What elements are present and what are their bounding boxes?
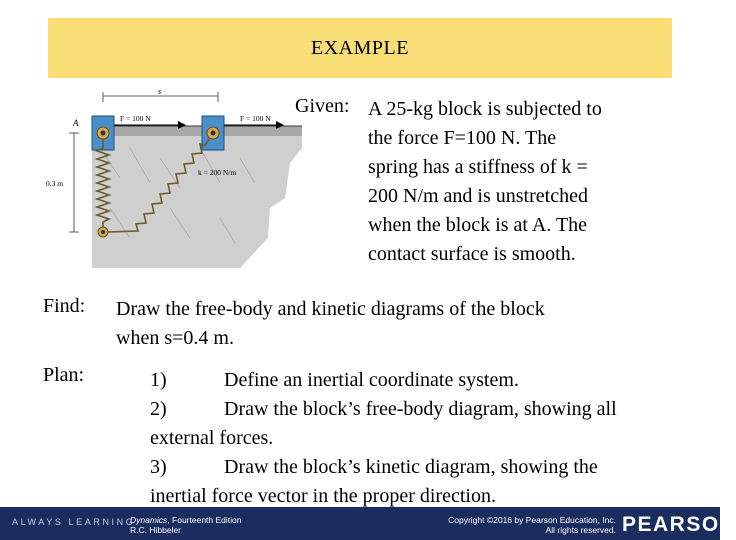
ground-shade bbox=[92, 126, 302, 136]
given-line: 200 N/m and is unstretched bbox=[368, 185, 588, 207]
plan-number: 2) bbox=[150, 398, 167, 420]
plan-number: 1) bbox=[150, 369, 167, 391]
height-label: 0.3 m bbox=[46, 179, 64, 188]
force-label-2: F = 100 N bbox=[240, 114, 271, 123]
title-banner bbox=[48, 18, 672, 78]
given-text bbox=[368, 95, 668, 269]
given-line: spring has a stiffness of k = bbox=[368, 156, 588, 178]
find-label: Find: bbox=[43, 295, 86, 317]
copyright-line: Copyright ©2016 by Pearson Education, Inc. bbox=[448, 515, 616, 525]
book-edition: , Fourteenth Edition bbox=[167, 515, 242, 525]
plan-text: inertial force vector in the proper direction. bbox=[150, 485, 496, 507]
plan-label: Plan: bbox=[43, 364, 85, 386]
plan-item-3 bbox=[150, 453, 700, 482]
book-info bbox=[130, 515, 242, 535]
plan-item-2-continued bbox=[150, 424, 700, 453]
s-label: s bbox=[158, 87, 162, 96]
find-text bbox=[116, 295, 545, 353]
spring-constant-label: k = 200 N/m bbox=[198, 168, 237, 177]
copyright-notice bbox=[400, 515, 616, 535]
force-label-1: F = 100 N bbox=[120, 114, 151, 123]
plan-item-1 bbox=[150, 366, 700, 395]
given-label: Given: bbox=[295, 95, 350, 117]
plan-text: external forces. bbox=[150, 427, 274, 449]
always-learning-tagline: ALWAYS LEARNING bbox=[12, 517, 136, 527]
given-line: contact surface is smooth. bbox=[368, 243, 576, 265]
find-line: Draw the free-body and kinetic diagrams of the block bbox=[116, 298, 545, 320]
problem-figure bbox=[40, 88, 302, 268]
given-line: A 25-kg block is subjected to bbox=[368, 98, 602, 120]
book-author: R.C. Hibbeler bbox=[130, 525, 182, 535]
ground-surface bbox=[92, 126, 302, 268]
slide-title: EXAMPLE bbox=[311, 36, 409, 59]
plan-text: Draw the block’s free-body diagram, showing all bbox=[224, 398, 617, 420]
book-title: Dynamics bbox=[130, 515, 168, 525]
plan-text: Define an inertial coordinate system. bbox=[224, 369, 519, 391]
given-line: the force F=100 N. The bbox=[368, 127, 557, 149]
pearson-logo: PEARSON bbox=[622, 513, 736, 536]
given-line: when the block is at A. The bbox=[368, 214, 588, 236]
rights-line: All rights reserved. bbox=[545, 525, 616, 535]
footer-bar bbox=[0, 507, 736, 540]
plan-number: 3) bbox=[150, 456, 167, 478]
point-a-label: A bbox=[73, 118, 79, 128]
plan-list bbox=[150, 366, 700, 511]
plan-text: Draw the block’s kinetic diagram, showing the bbox=[224, 456, 598, 478]
plan-item-2 bbox=[150, 395, 700, 424]
find-line: when s=0.4 m. bbox=[116, 327, 234, 349]
